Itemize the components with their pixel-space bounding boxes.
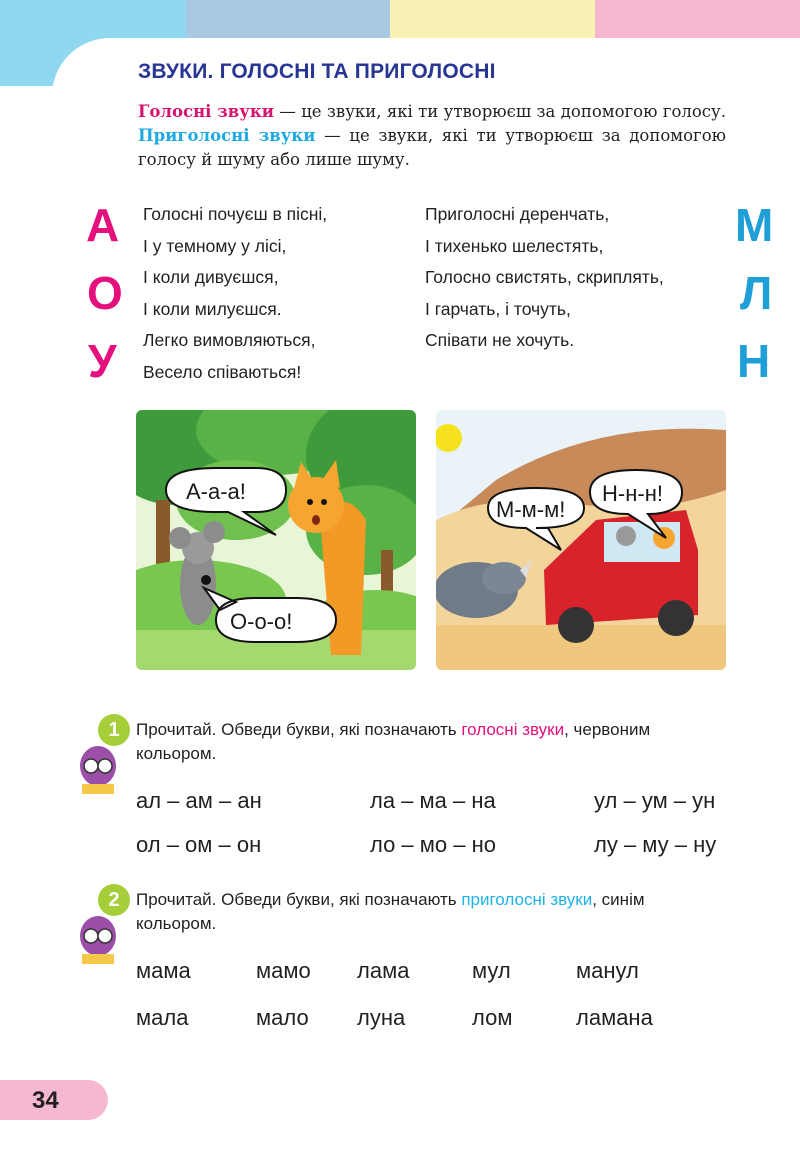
bubble-driver-text: Н-н-н! xyxy=(602,481,663,506)
task1-instruction xyxy=(136,718,726,766)
forest-picture xyxy=(136,410,416,670)
poem-line: Весело співаються! xyxy=(143,361,302,382)
forest-illustration xyxy=(136,410,416,670)
word-item: лама xyxy=(357,958,410,983)
consonant-letter-n: Н xyxy=(737,335,771,387)
poem-line: І коли милуєшся. xyxy=(143,298,282,319)
syllable-group: ал – ам – ан xyxy=(136,788,262,813)
word-item: мала xyxy=(136,1005,189,1030)
word-item: манул xyxy=(576,958,639,983)
task1-text: Прочитай. Обведи букви, які позначають xyxy=(136,720,462,739)
poem-line: І у темному у лісі, xyxy=(143,235,287,256)
page-title: ЗВУКИ. ГОЛОСНІ ТА ПРИГОЛОСНІ xyxy=(138,60,496,83)
task2-text: Прочитай. Обведи букви, які позначають xyxy=(136,890,462,909)
task1-text-end: , червоним кольором. xyxy=(136,720,651,763)
owl-reader-icon xyxy=(76,910,120,972)
bubble-mouse-text: О-о-о! xyxy=(230,609,293,634)
page-number: 34 xyxy=(32,1087,59,1114)
syllable-group: ло – мо – но xyxy=(370,832,496,857)
task2-instruction xyxy=(136,888,726,936)
task2-highlight: приголосні звуки xyxy=(461,890,593,909)
top-strip-pink xyxy=(595,0,800,38)
vowel-letter-u: У xyxy=(88,335,117,387)
poem-line: Приголосні деренчать, xyxy=(425,204,610,224)
road-picture xyxy=(436,410,726,670)
task2-text-end: , синім кольором. xyxy=(136,890,645,933)
poem-right xyxy=(425,199,664,357)
task-number-badge: 2 xyxy=(98,884,130,916)
task1-highlight: голосні звуки xyxy=(461,720,565,739)
word-item: ламана xyxy=(576,1005,653,1030)
vowels-definition: — це звуки, які ти утворюєш за допомогою голосу. xyxy=(274,102,726,121)
poem-left xyxy=(143,199,327,388)
consonant-letter-m: М xyxy=(735,199,774,251)
poem-line: І тихенько шелестять, xyxy=(425,235,604,256)
owl-reader-icon xyxy=(76,740,120,802)
poem-line: І коли дивуєшся, xyxy=(143,267,279,287)
task-number-badge: 1 xyxy=(98,714,130,746)
vowels-term: Голосні звуки xyxy=(138,102,274,121)
poem-line: Голосні почуєш в пісні, xyxy=(143,204,328,224)
word-item: мамо xyxy=(256,958,311,983)
word-item: мул xyxy=(472,958,511,983)
consonants-term: Приголосні звуки xyxy=(138,126,316,145)
poem-line: Голосно свистять, скриплять, xyxy=(425,267,664,287)
poem-line: Співати не хочуть. xyxy=(425,330,575,350)
rule-text xyxy=(138,100,726,172)
word-item: лом xyxy=(472,1005,513,1030)
bubble-rhino-text: М-м-м! xyxy=(496,497,566,522)
road-illustration xyxy=(436,410,726,670)
word-item: мало xyxy=(256,1005,309,1030)
bubble-cat-text: А-а-а! xyxy=(186,479,246,504)
syllable-group: ла – ма – на xyxy=(370,788,496,813)
syllable-group: ол – ом – он xyxy=(136,832,262,857)
word-item: мама xyxy=(136,958,191,983)
consonant-letter-l: Л xyxy=(740,267,773,319)
vowel-letter-o: О xyxy=(87,267,123,319)
poem-line: І гарчать, і точуть, xyxy=(425,298,571,319)
poem-line: Легко вимовляються, xyxy=(143,330,316,350)
word-item: луна xyxy=(357,1005,406,1030)
syllable-group: лу – му – ну xyxy=(594,832,717,857)
consonants-definition: — це звуки, які ти утворюєш за допомогою голосу й шуму або лише шуму. xyxy=(138,126,726,169)
syllable-group: ул – ум – ун xyxy=(594,788,716,813)
vowel-letter-a: А xyxy=(86,199,120,251)
top-strip-yellow xyxy=(390,0,595,38)
top-strip-blue xyxy=(186,0,390,38)
